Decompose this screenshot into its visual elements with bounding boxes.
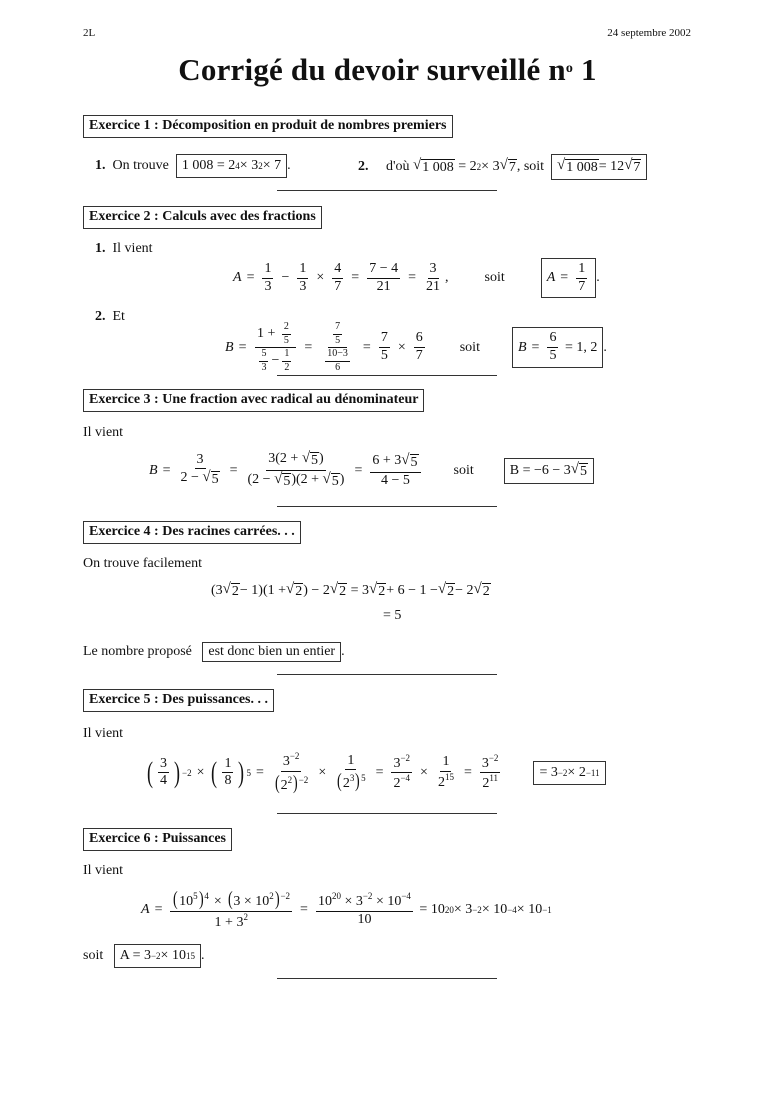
math-part: 3	[393, 755, 401, 771]
period: .	[341, 644, 345, 659]
denominator	[391, 773, 412, 792]
math-part: × 3	[481, 159, 500, 175]
denominator	[436, 772, 456, 791]
exponent: 2	[258, 161, 263, 171]
math-part: 2	[393, 776, 401, 792]
radicand: 2	[447, 584, 455, 599]
separator-rule	[277, 813, 497, 814]
q-number: 2.	[358, 159, 369, 175]
title-sup: o	[565, 61, 574, 76]
math-part: 3	[481, 755, 489, 771]
exercise-3-heading: Exercice 3 : Une fraction avec radical au dénominateur	[83, 389, 424, 412]
denominator	[213, 912, 250, 931]
math-part: × 10	[481, 901, 508, 917]
sqrt-symbol: √ 2	[222, 581, 239, 599]
fraction	[332, 262, 343, 294]
separator-rule	[277, 674, 497, 675]
numerator	[255, 322, 296, 348]
math-part: = 12	[598, 159, 625, 175]
exponent: 2	[243, 911, 248, 922]
denominator: 4 − 5	[380, 472, 410, 488]
exercise-1-heading: Exercice 1 : Décomposition en produit de nombres premiers	[83, 115, 453, 138]
fraction	[254, 322, 296, 373]
numerator: 1	[440, 755, 451, 772]
denominator: 6	[335, 361, 341, 373]
radicand: 1 008	[422, 160, 454, 175]
exponent: 4	[235, 161, 240, 171]
exercise-4-intro: On trouve facilement	[83, 556, 202, 571]
fraction	[576, 262, 587, 294]
math-part: A = 3	[119, 948, 151, 963]
denominator: 2	[284, 361, 290, 373]
exercise-3-intro: Il vient	[83, 425, 124, 440]
denominator	[246, 471, 347, 490]
numerator: 6	[414, 331, 425, 348]
answer-box: A = $\frac{1}{7}$	[541, 258, 596, 298]
denominator: 5	[549, 348, 557, 363]
exponent: −2	[557, 767, 568, 778]
exponent: −2	[400, 752, 411, 763]
math-part: 2	[437, 774, 445, 790]
numerator	[316, 892, 413, 912]
conclusion-text: Le nombre proposé	[83, 644, 192, 659]
fraction	[370, 453, 420, 489]
numerator: 4	[332, 262, 343, 279]
sqrt-symbol: √ 2	[329, 581, 347, 599]
fraction	[320, 322, 355, 373]
denominator: 7	[334, 278, 342, 294]
q-number: 1.	[95, 241, 106, 256]
fraction	[272, 752, 310, 793]
fraction	[158, 757, 169, 789]
denominator: 21	[426, 278, 440, 294]
numerator: 1	[345, 754, 356, 771]
radicand: 1 008	[566, 160, 598, 175]
math-part: = 3	[539, 764, 558, 780]
answer-box	[504, 458, 594, 484]
numerator: 7 − 4	[367, 262, 400, 279]
sqrt-symbol: √ 5	[202, 469, 219, 488]
soit-text: soit	[459, 339, 480, 355]
math-part: × 10	[160, 948, 186, 963]
math-part: )	[319, 451, 324, 466]
exponent: 15	[185, 951, 195, 961]
soit-text: soit	[453, 462, 474, 478]
exponent: −11	[585, 767, 600, 778]
answer-box: B = $\frac{6}{5}$ = 1, 2	[512, 327, 603, 367]
exponent: −4	[400, 773, 411, 784]
math-part: 10	[179, 894, 194, 909]
separator-rule	[277, 978, 497, 979]
fraction	[547, 331, 558, 363]
sqrt-symbol: √ 2	[473, 581, 490, 599]
denominator	[320, 348, 355, 373]
page-title	[0, 52, 775, 88]
exercise-2-heading: Exercice 2 : Calculs avec des fractions	[83, 206, 322, 229]
math-part: + 6 − 1 −	[386, 583, 438, 599]
math-part: × 2	[567, 764, 586, 780]
exponent: 3	[349, 773, 355, 784]
answer-part: × 3	[239, 158, 259, 173]
numerator	[328, 322, 347, 348]
denominator: 7	[578, 278, 586, 294]
math-part: − 2	[455, 583, 474, 599]
exercise-6-intro: Il vient	[83, 863, 124, 878]
fraction	[282, 322, 291, 346]
fraction	[259, 349, 268, 373]
fraction	[424, 262, 442, 294]
math-part: 1 + 3	[214, 914, 244, 930]
math-part: 3(2 +	[268, 451, 302, 466]
numerator: 1	[297, 262, 308, 279]
conclusion-text: soit	[83, 948, 104, 963]
sqrt-symbol: √ 5	[322, 471, 339, 490]
numerator	[480, 754, 501, 774]
radicand: 5	[410, 454, 418, 470]
fraction	[246, 451, 347, 490]
denominator: 21	[376, 278, 391, 294]
exercise-6-heading: Exercice 6 : Puissances	[83, 828, 232, 851]
exponent: 5	[246, 767, 251, 778]
numerator	[370, 453, 420, 473]
numerator: $(10^5)^4 \times (3 \times 10^2)^{-2}$	[170, 889, 292, 912]
numerator	[391, 754, 412, 774]
exercise-6-conclusion: soit A = 3 −2 × 10 15 .	[83, 944, 204, 968]
exponent: −2	[488, 752, 499, 763]
sqrt-symbol: √ 2	[368, 581, 386, 599]
math-part: )	[339, 472, 345, 488]
fraction	[334, 754, 367, 792]
exponent: 15	[444, 771, 454, 782]
math-part: 2	[280, 777, 288, 793]
exponent: 20	[444, 904, 454, 915]
numerator	[266, 451, 325, 471]
title-text: Corrigé du devoir surveillé n	[178, 52, 566, 87]
math-part: 10	[317, 894, 332, 909]
denominator: 7	[415, 348, 423, 363]
sqrt-symbol: √ 1 008	[557, 157, 598, 175]
fraction	[436, 755, 456, 790]
exponent: −2	[280, 891, 291, 901]
var: B	[517, 339, 527, 355]
exercise-2-q1-intro	[95, 241, 153, 257]
var: A	[141, 901, 150, 917]
numerator: 7	[333, 322, 342, 335]
radicand: 2	[378, 584, 386, 599]
radicand: 2	[482, 584, 490, 599]
answer-box	[176, 154, 287, 178]
radicand: 2	[231, 584, 239, 599]
math-part: (2 −	[247, 472, 275, 488]
exercise-2-q1-math: A = $\frac{1}{3}$ − $\frac{1}{3}$ × $\frac{4}{7}$ = $\frac{7 - 4}{21}$ = $\frac{3}{21}$ , soit A = $\frac{1}{7}$ .	[233, 258, 600, 298]
math-part: 3	[282, 754, 290, 769]
fraction	[414, 331, 425, 363]
exercise-1-q1: 1. On trouve 1 008 = 2 4 × 3 2 × 7 .	[95, 154, 291, 178]
math-part: × 3	[340, 894, 363, 909]
numerator: 3	[160, 755, 167, 771]
exercise-2-q2-math: B = 1 + $\frac{2}{5}$ $\frac{5}{3}$ − $\frac{1}{2}$ = $\frac{\frac{7}{5}}{\frac{10-3}{6}}$ = $\frac{7}{5}$ × $\frac{6}{7}$ soit B = $\frac{6}{5}$ = 1, 2 .	[225, 321, 607, 373]
q-text: d'où	[386, 159, 410, 175]
math-part: B = −6 − 3	[509, 462, 571, 478]
denominator: 10	[357, 911, 372, 927]
fraction	[178, 453, 221, 489]
math-part: , soit	[516, 159, 545, 175]
radicand: 5	[580, 463, 587, 479]
math-part: = 1, 2	[564, 339, 598, 355]
radicand: 7	[633, 160, 641, 175]
exponent: 2	[269, 891, 274, 901]
denominator: 5	[283, 334, 289, 346]
denominator: 5	[380, 348, 388, 363]
fraction	[170, 889, 292, 930]
numerator: 1	[224, 755, 232, 771]
answer-box	[551, 154, 647, 180]
exponent: −4	[401, 891, 411, 901]
numerator: 1	[282, 349, 291, 362]
fraction	[367, 262, 400, 294]
math-part: 2	[342, 776, 350, 792]
fraction	[480, 754, 501, 792]
numerator: 3	[428, 262, 439, 279]
radicand: 5	[283, 474, 291, 490]
header-date: 24 septembre 2002	[607, 27, 691, 39]
radicand: 2	[339, 584, 347, 599]
exponent: −2	[298, 774, 309, 785]
sqrt-symbol: √ 2	[286, 581, 303, 599]
denominator: 5	[335, 334, 341, 346]
math-part: × 10	[372, 894, 402, 909]
radicand: 5	[311, 453, 319, 468]
denominator	[480, 773, 500, 792]
exercise-5-intro: Il vient	[83, 726, 124, 741]
denominator: 3	[261, 361, 267, 373]
sqrt-symbol: √ 2	[437, 581, 455, 599]
fraction	[262, 262, 273, 294]
math-part: 2	[482, 776, 490, 792]
denominator	[178, 469, 221, 488]
exponent: −2	[472, 904, 482, 915]
exercise-3-math: B = 3 2 − √ 5 = 3(2 + √ 5 ) (2 − √ 5 )(2 + √ 5 ) = 6 + 3 √ 5 4 − 5 soit B = −6 − 3 √ 5	[149, 451, 594, 490]
fraction	[379, 331, 390, 363]
exponent: 5	[361, 773, 366, 784]
sqrt-symbol: √ 5	[301, 450, 319, 468]
math-part: 6 + 3	[372, 452, 402, 468]
fraction	[391, 754, 412, 792]
math-part: (3	[211, 583, 223, 599]
exponent: 4	[204, 891, 209, 901]
answer-part: × 7	[262, 158, 282, 173]
sqrt-symbol: √ 5	[274, 471, 291, 490]
q-text: Et	[112, 309, 125, 324]
exponent: 20	[331, 891, 341, 901]
fraction	[297, 262, 308, 294]
separator-rule	[277, 190, 497, 191]
numerator: 1	[576, 262, 587, 279]
denominator: $(2^3)^5$	[337, 770, 366, 793]
fraction	[222, 757, 233, 789]
denominator: $\frac{5}{3}$ − $\frac{1}{2}$	[261, 348, 290, 373]
var: A	[233, 270, 242, 286]
numerator: 6	[547, 331, 558, 348]
numerator: 7	[379, 331, 390, 348]
radicand: 5	[331, 474, 339, 490]
header-class: 2L	[83, 27, 96, 39]
separator-rule	[277, 375, 497, 376]
answer-box	[114, 944, 201, 968]
separator-rule	[277, 506, 497, 507]
math-part: × 3	[453, 901, 473, 917]
answer-box: est donc bien un entier	[202, 642, 341, 662]
math-part: 1 +	[256, 326, 279, 342]
var: A	[546, 270, 556, 286]
fraction	[333, 322, 342, 346]
math-part: = 2	[458, 159, 477, 175]
math-part: = 10	[419, 901, 445, 917]
numerator: 1	[262, 262, 273, 279]
sqrt-symbol: √ 5	[570, 460, 587, 479]
sqrt-symbol: √ 7	[624, 157, 641, 175]
sqrt-symbol: √ 1 008	[413, 157, 454, 175]
exponent: −2	[182, 767, 192, 778]
numerator: 5	[259, 349, 268, 362]
var: B	[149, 462, 158, 478]
exercise-4-heading: Exercice 4 : Des racines carrées. . .	[83, 521, 301, 544]
numerator: 10−3	[325, 349, 350, 362]
math-part: 2 −	[180, 470, 203, 486]
exponent: 11	[489, 773, 498, 784]
math-part: ) − 2	[303, 583, 330, 599]
denominator: 3	[299, 278, 307, 294]
exercise-4-line2: = 5	[383, 608, 402, 623]
exercise-2-q2-intro	[95, 309, 125, 325]
denominator: 3	[264, 278, 272, 294]
exercise-4-line1	[211, 582, 491, 600]
title-number: 1	[581, 52, 597, 87]
q-number: 1.	[95, 158, 106, 173]
radicand: 5	[211, 472, 219, 488]
q-text: Il vient	[112, 241, 153, 256]
soit-text: soit	[484, 270, 505, 286]
sqrt-symbol: √ 7	[499, 157, 516, 175]
denominator: 4	[160, 773, 167, 789]
answer-box	[533, 761, 605, 785]
exponent: 2	[287, 774, 293, 785]
var: B	[225, 339, 234, 355]
math-part: × 10	[516, 901, 543, 917]
exponent: −2	[362, 891, 373, 901]
math-part: = 3	[350, 583, 369, 599]
fraction	[282, 349, 291, 373]
exercise-6-math: A = $\frac{(10^5)^4 \times (3 \times 10^2)^{-2}}{1 + 3^2}$ = $\frac{10^{20} \times 3^{-2} \times 10^{-4}}{10}$ = 10 20 × 3 −2 × 10 −4 × 10 −1	[141, 888, 552, 930]
q-text: On trouve	[112, 158, 169, 173]
math-part: )(2 +	[291, 472, 323, 488]
exponent: 5	[193, 891, 198, 901]
fraction	[325, 349, 350, 373]
exercise-5-heading: Exercice 5 : Des puissances. . .	[83, 689, 274, 712]
exercise-5-math: ( $\frac{3}{4}$ ) −2 × ( $\frac{1}{8}$ ) 5 = $\frac{3^{-2}}{(2^2)^{-2}}$ × $\frac{1}{(2^3)^5}$ = $\frac{3^{-2}}{2^{-4}}$ × $\frac{1}{2^{15}}$ = $\frac{3^{-2}}{2^{11}}$ = 3 −2 × 2 −11	[145, 752, 606, 793]
numerator: 2	[282, 322, 291, 335]
denominator: $(2^2)^{-2}$	[274, 771, 309, 794]
exponent: −2	[289, 751, 300, 761]
numerator	[281, 752, 302, 772]
fraction	[316, 892, 413, 927]
exponent: −4	[507, 904, 517, 915]
math-part: − 1)(1 +	[239, 583, 287, 599]
answer-part: 1 008 = 2	[181, 158, 236, 173]
radicand: 2	[295, 584, 303, 599]
exercise-4-conclusion	[83, 642, 345, 662]
sqrt-symbol: √ 5	[401, 451, 418, 470]
exercise-1-q2	[358, 154, 647, 180]
q-number: 2.	[95, 309, 106, 324]
denominator: 8	[224, 773, 232, 789]
exponent: −2	[150, 951, 161, 961]
math-part: 3 × 10	[233, 894, 270, 909]
radicand: 7	[508, 160, 516, 175]
exponent: −1	[542, 904, 552, 915]
numerator: 3	[195, 453, 206, 470]
exponent: 2	[476, 162, 482, 173]
